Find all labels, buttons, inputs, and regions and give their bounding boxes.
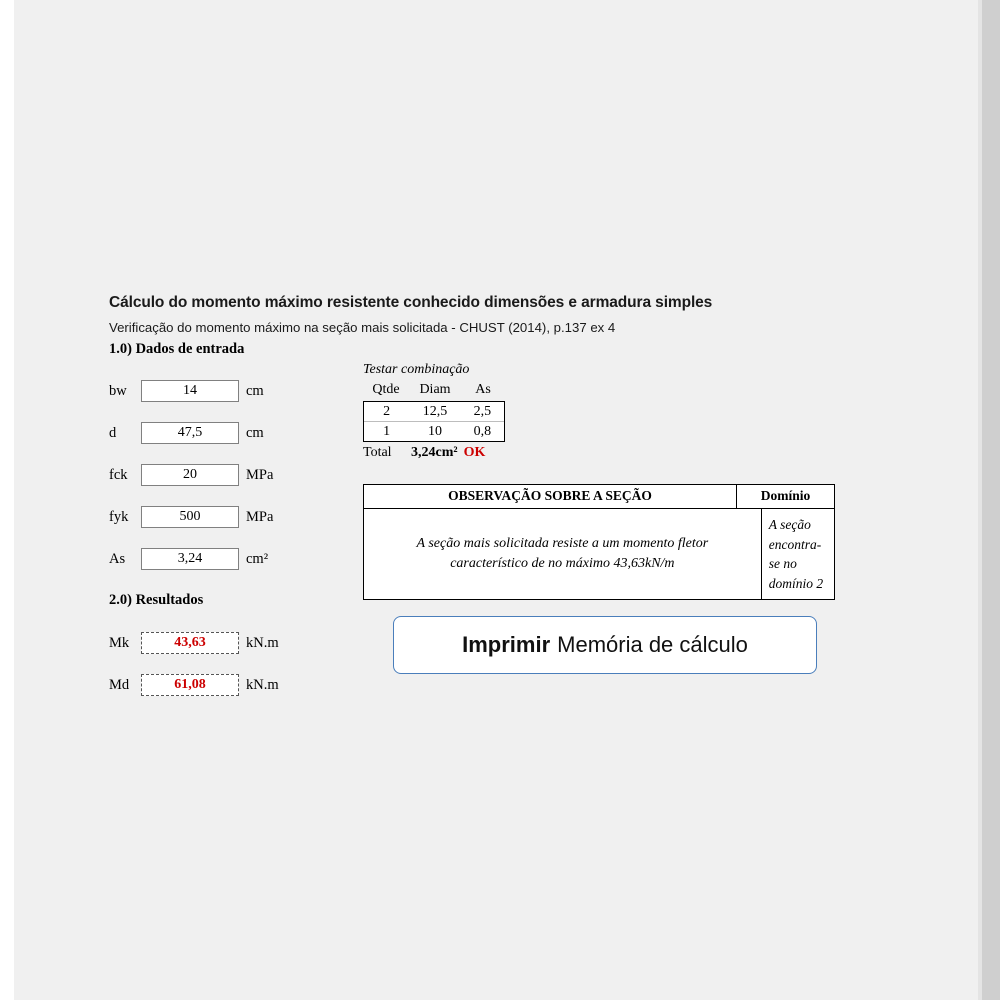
input-row-d <box>109 421 264 445</box>
input-label-d: d <box>109 424 117 441</box>
result-unit-mk: kN.m <box>246 634 279 651</box>
section-heading-resultados: 2.0) Resultados <box>109 592 204 608</box>
combination-table-header <box>363 382 505 398</box>
observation-table-header <box>364 485 834 509</box>
combination-header-qtde: Qtde <box>372 382 400 397</box>
combination-header-diam: Diam <box>419 382 451 397</box>
input-row-fck <box>109 463 273 487</box>
result-label-md: Md <box>109 676 130 693</box>
input-unit-bw: cm <box>246 382 264 399</box>
result-unit-md: kN.m <box>246 676 279 693</box>
result-value-md: 61,08 <box>141 674 239 696</box>
combination-cell-diam[interactable]: 12,5 <box>422 403 448 419</box>
table-row[interactable] <box>364 421 504 441</box>
combination-cell-diam[interactable]: 10 <box>427 423 442 439</box>
input-field-fyk[interactable]: 500 <box>141 506 239 528</box>
observation-text-dominio: A seção encontra-se no domínio 2 <box>768 517 824 591</box>
input-row-bw <box>109 379 264 403</box>
input-field-d[interactable]: 47,5 <box>141 422 239 444</box>
page-title: Cálculo do momento máximo resistente conhecido dimensões e armadura simples <box>109 294 713 311</box>
combination-total-line <box>363 445 485 461</box>
input-unit-fyk: MPa <box>246 508 274 525</box>
input-label-fyk: fyk <box>109 508 129 525</box>
input-label-bw: bw <box>109 382 127 399</box>
section-heading-dados-entrada: 1.0) Dados de entrada <box>109 341 245 357</box>
result-row-md <box>109 673 279 697</box>
input-field-as[interactable]: 3,24 <box>141 548 239 570</box>
print-button-label-strong: Imprimir <box>462 632 551 657</box>
result-value-mk: 43,63 <box>141 632 239 654</box>
result-label-mk: Mk <box>109 634 130 651</box>
combination-cell-as: 0,8 <box>473 423 492 439</box>
window-right-edge <box>982 0 1000 1000</box>
input-unit-d: cm <box>246 424 264 441</box>
combination-header-as: As <box>475 382 491 397</box>
page-left-margin <box>0 0 14 1000</box>
combination-cell-qtde[interactable]: 2 <box>383 403 391 419</box>
combination-total-label: Total <box>363 445 392 460</box>
input-row-as <box>109 547 268 571</box>
page-subtitle: Verificação do momento máximo na seção mais solicitada - CHUST (2014), p.137 ex 4 <box>109 320 616 335</box>
combination-total-value: 3,24cm² <box>411 445 458 460</box>
input-unit-fck: MPa <box>246 466 274 483</box>
input-label-as: As <box>109 550 126 567</box>
observation-table-body <box>364 509 834 599</box>
input-unit-as: cm² <box>246 550 269 567</box>
result-row-mk <box>109 631 279 655</box>
combination-cell-as: 2,5 <box>473 403 492 419</box>
observation-table <box>363 484 835 600</box>
combination-table <box>363 401 505 442</box>
observation-header-secao: OBSERVAÇÃO SOBRE A SEÇÃO <box>364 485 737 508</box>
table-row[interactable] <box>364 402 504 421</box>
print-memoria-button[interactable] <box>393 616 817 674</box>
observation-header-dominio: Domínio <box>760 488 811 503</box>
input-row-fyk <box>109 505 273 529</box>
combination-cell-qtde[interactable]: 1 <box>383 423 391 439</box>
status-badge: OK <box>463 445 486 460</box>
input-field-fck[interactable]: 20 <box>141 464 239 486</box>
print-button-label-rest: Memória de cálculo <box>557 632 748 657</box>
observation-text-secao: A seção mais solicitada resiste a um momento fletor característico de no máximo 43,63kN/m <box>364 509 762 599</box>
combination-caption: Testar combinação <box>363 362 470 377</box>
input-field-bw[interactable]: 14 <box>141 380 239 402</box>
input-label-fck: fck <box>109 466 128 483</box>
